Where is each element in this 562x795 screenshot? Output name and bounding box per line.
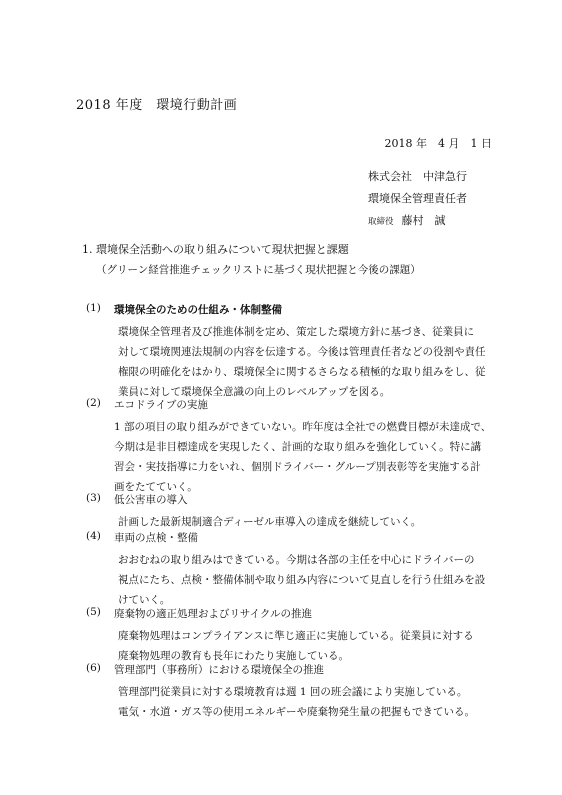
item-heading: エコドライブの実施 bbox=[114, 399, 208, 411]
item-line: 管理部門従業員に対する環境教育は週 1 回の班会議により実施している。 bbox=[118, 686, 468, 698]
item-body bbox=[118, 682, 490, 722]
item-line: 権限の明確化をはかり、環境保全に関するさらなる積極的な取り組みをし、従 bbox=[118, 366, 486, 378]
issuer-role-title: 環境保全管理責任者 bbox=[368, 192, 467, 205]
item-line: おおむねの取り組みはできている。今期は各部の主任を中心にドライバーの bbox=[118, 554, 475, 566]
section-heading: 1. 環境保全活動への取り組みについて現状把握と課題 bbox=[82, 243, 349, 256]
item-body bbox=[114, 417, 492, 497]
item-line: 業員に対して環境保全意識の向上のレベルアップを図る。 bbox=[118, 386, 391, 398]
item-body bbox=[118, 550, 490, 610]
item-line: 廃棄物処理の教育も長年にわたり実施している。 bbox=[118, 650, 349, 662]
item-line: 電気・水道・ガス等の使用エネルギーや廃棄物発生量の把握もできている。 bbox=[118, 706, 475, 718]
item-number: (3) bbox=[86, 492, 101, 504]
item-line: 1 部の項目の取り組みができていない。昨年度は全社での燃費目標が未達成で、 bbox=[114, 421, 492, 433]
item-line: 画をたてていく。 bbox=[114, 481, 198, 493]
item-line: けていく。 bbox=[118, 594, 171, 606]
item-number: (6) bbox=[86, 662, 101, 674]
item-heading: 車両の点検・整備 bbox=[114, 532, 198, 544]
item-number: (2) bbox=[86, 397, 101, 409]
issuer-signature-line bbox=[368, 212, 446, 228]
company-name: 株式会社 中津急行 bbox=[368, 170, 467, 183]
issuer-person-role: 取締役 bbox=[368, 217, 394, 227]
document-title: 2018 年度 環境行動計画 bbox=[76, 98, 238, 113]
item-body bbox=[118, 322, 490, 402]
item-body bbox=[118, 626, 490, 666]
section-subheading: （グリーン経営推進チェックリストに基づく現状把握と今後の課題） bbox=[96, 264, 421, 276]
issuer-person-name: 藤村 誠 bbox=[401, 214, 446, 227]
item-heading: 環境保全のための仕組み・体制整備 bbox=[114, 304, 282, 316]
item-heading: 管理部門（事務所）における環境保全の推進 bbox=[114, 664, 324, 676]
item-line: 計画した最新規制適合ディーゼル車導入の達成を継続していく。 bbox=[118, 516, 422, 528]
item-line: 環境保全管理者及び推進体制を定め、策定した環境方針に基づき、従業員に bbox=[118, 326, 475, 338]
item-heading: 低公害車の導入 bbox=[114, 494, 188, 506]
item-line: 習会・実技指導に力をいれ、個別ドライバー・グループ別表彰等を実施する計 bbox=[114, 461, 481, 473]
item-number: (5) bbox=[86, 606, 101, 618]
item-line: 視点にたち、点検・整備体制や取り組み内容について見直しを行う仕組みを設 bbox=[118, 574, 486, 586]
item-number: (1) bbox=[86, 302, 101, 314]
item-line: 廃棄物処理はコンプライアンスに準じ適正に実施している。従業員に対する bbox=[118, 630, 474, 642]
item-number: (4) bbox=[86, 530, 101, 542]
item-line: 対して環境関連法規制の内容を伝達する。今後は管理責任者などの役割や責任 bbox=[118, 346, 486, 358]
item-line: 今期は是非目標達成を実現したく、計画的な取り組みを強化していく。特に講 bbox=[114, 441, 482, 453]
document-date: 2018 年 4 月 1 日 bbox=[384, 137, 492, 150]
item-body bbox=[118, 512, 490, 532]
item-heading: 廃棄物の適正処理およびリサイクルの推進 bbox=[114, 608, 313, 620]
